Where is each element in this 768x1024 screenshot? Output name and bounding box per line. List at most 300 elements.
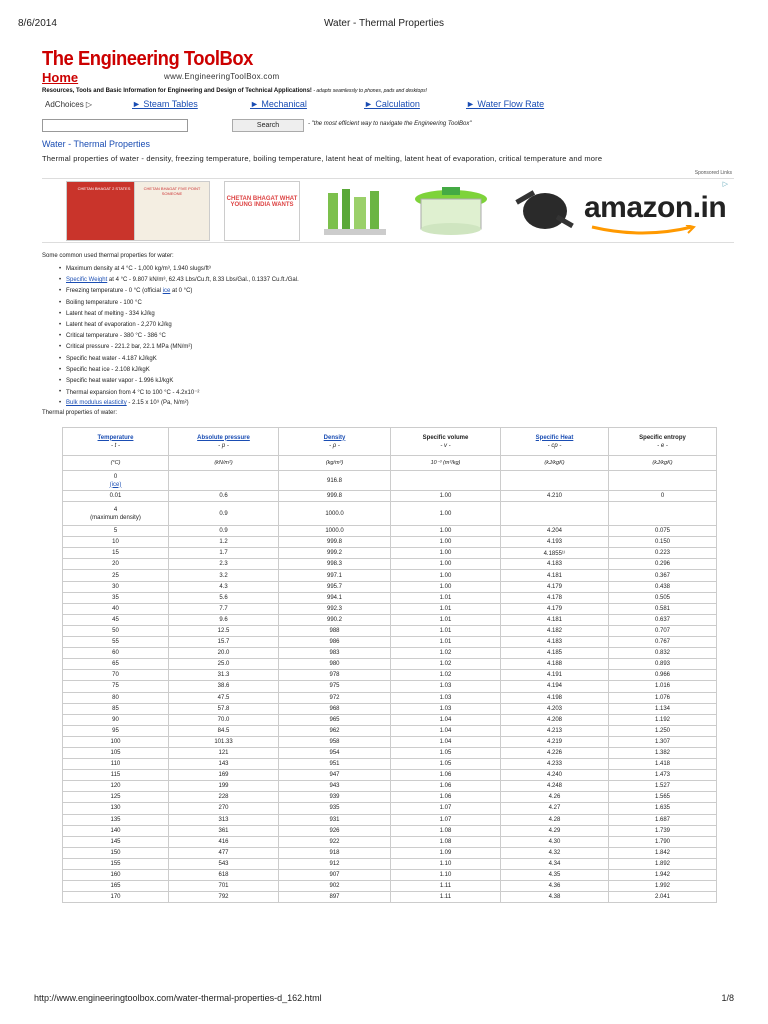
book-cover-image: CHETAN BHAGAT 2 STATES [66,181,142,241]
ad-kitchen-tools[interactable] [318,181,394,241]
table-cell: 1.10 [391,870,501,881]
table-cell: 121 [169,747,279,758]
table-cell: 0.832 [609,648,717,659]
table-units-row [63,456,717,471]
table-cell: 0.223 [609,548,717,559]
table-cell: 5 [63,526,169,537]
table-row [63,637,717,648]
ad-chopper[interactable] [406,181,482,241]
table-cell: 988 [279,625,391,636]
search-button[interactable]: Search [232,119,304,132]
column-header-label[interactable]: Density [323,434,346,441]
intro-text: Some common used thermal properties for water: [42,253,174,259]
table-cell: 4.194 [501,681,609,692]
property-prefix: Freezing temperature - 0 °C (official [66,288,163,295]
column-header [609,428,717,456]
book-cover-image: CHETAN BHAGAT FIVE POINT SOMEONE [134,181,210,241]
table-cell: 31.3 [169,670,279,681]
table-row [63,736,717,747]
table-cell: 130 [63,803,169,814]
table-cell: 4.26 [501,792,609,803]
table-cell: 4.248 [501,781,609,792]
property-text: Critical temperature - 380 °C - 386 °C [66,333,166,340]
column-header-label: Specific entropy [639,434,686,441]
table-cell: 135 [63,814,169,825]
home-link[interactable]: Home [42,70,79,85]
table-cell: 0.581 [609,603,717,614]
table-cell: 978 [279,670,391,681]
ad-sandwich-maker[interactable] [510,181,586,241]
table-row [63,537,717,548]
table-cell: 1.739 [609,825,717,836]
column-header-symbol: - cp - [547,442,562,449]
table-row [63,625,717,636]
table-cell [501,502,609,526]
column-header[interactable] [279,428,391,456]
table-cell: 1.00 [391,537,501,548]
table-row [63,648,717,659]
table-cell: 4.183 [501,637,609,648]
table-cell: 105 [63,747,169,758]
table-cell: 155 [63,858,169,869]
table-cell: 57.8 [169,703,279,714]
column-header-label[interactable]: Absolute pressure [197,434,250,441]
table-cell: 1.00 [391,526,501,537]
table-cell: 1.00 [391,502,501,526]
table-cell: 150 [63,847,169,858]
column-header-label[interactable]: Specific Heat [535,434,574,441]
property-text: Specific heat water - 4.187 kJ/kgK [66,355,157,362]
table-cell: 0.893 [609,659,717,670]
table-cell: 1.01 [391,614,501,625]
table-cell: 55 [63,637,169,648]
table-cell: 1.08 [391,825,501,836]
table-cell: 4.35 [501,870,609,881]
print-date: 8/6/2014 [18,18,57,29]
table-cell: 4.179 [501,581,609,592]
table-cell: 0.767 [609,637,717,648]
table-cell: 0.966 [609,670,717,681]
table-cell: 792 [169,892,279,903]
table-cell: 84.5 [169,725,279,736]
table-cell: 15 [63,548,169,559]
table-cell: 1.473 [609,770,717,781]
table-cell: 986 [279,637,391,648]
table-cell: 100 [63,736,169,747]
table-cell: 0.505 [609,592,717,603]
table-cell: 1.192 [609,714,717,725]
table-cell: 0.367 [609,570,717,581]
table-cell: 1.00 [391,548,501,559]
property-item [66,356,726,367]
column-header[interactable] [63,428,169,456]
table-cell: 939 [279,792,391,803]
table-row [63,759,717,770]
page-description: Thermal properties of water - density, freezing temperature, boiling temperature, latent heat of melting, latent heat of evaporation, critical temperature and more [42,154,603,163]
ad-book-what-young-india-wants[interactable] [224,181,300,241]
table-cell: 0.01 [63,491,169,502]
table-cell: 4.203 [501,703,609,714]
property-item [66,333,726,344]
table-cell: 1.06 [391,792,501,803]
table-cell: 1.01 [391,625,501,636]
table-cell: 958 [279,736,391,747]
table-cell: 1.687 [609,814,717,825]
table-cell: 947 [279,770,391,781]
table-cell: 902 [279,881,391,892]
table-cell: 90 [63,714,169,725]
table-cell: 943 [279,781,391,792]
ad-info-icon[interactable]: ▷ [722,181,728,188]
table-row [63,559,717,570]
table-cell: 199 [169,781,279,792]
table-cell: 45 [63,614,169,625]
table-cell: 1.992 [609,881,717,892]
table-cell: 980 [279,659,391,670]
table-cell: 1.04 [391,714,501,725]
table-row [63,803,717,814]
table-row [63,858,717,869]
property-text: Latent heat of evaporation - 2,270 kJ/kg [66,321,172,328]
table-header-row [63,428,717,456]
page-title[interactable]: Water - Thermal Properties [42,139,151,149]
table-cell: 4.30 [501,836,609,847]
table-cell [391,471,501,491]
column-header[interactable] [501,428,609,456]
property-item [66,288,726,299]
amazon-smile-icon [588,225,698,237]
table-cell: 4.208 [501,714,609,725]
table-cell: 1.09 [391,847,501,858]
unit-cell: (kJ/kgK) [609,456,717,471]
table-cell: 4.181 [501,570,609,581]
kitchen-tools-image [318,181,394,241]
table-cell: 4.240 [501,770,609,781]
column-header-symbol: - e - [657,442,668,449]
table-cell: 1.08 [391,836,501,847]
table-cell: 160 [63,870,169,881]
table-cell: 1.565 [609,792,717,803]
table-cell: 4.181 [501,614,609,625]
table-cell: 1.01 [391,603,501,614]
property-link[interactable]: Bulk modulus elasticity [66,400,127,407]
column-header-label: Specific volume [422,434,469,441]
ice-link[interactable]: (ice) [109,481,122,488]
table-cell: 1.00 [391,570,501,581]
table-cell: 918 [279,847,391,858]
adchoices-link[interactable]: AdChoices ▷ [45,100,93,109]
table-cell: 15.7 [169,637,279,648]
table-cell: 40 [63,603,169,614]
table-row [63,825,717,836]
table-cell: 1000.0 [279,502,391,526]
table-cell: 954 [279,747,391,758]
table-row [63,770,717,781]
table-row [63,603,717,614]
table-cell: 916.8 [279,471,391,491]
table-row [63,847,717,858]
table-cell: 60 [63,648,169,659]
table-cell: 85 [63,703,169,714]
table-cell: 968 [279,703,391,714]
table-cell: 701 [169,881,279,892]
table-cell: 25.0 [169,659,279,670]
table-caption: Thermal properties of water: [42,410,118,416]
table-cell: 35 [63,592,169,603]
table-cell: 1.418 [609,759,717,770]
table-cell [169,471,279,491]
table-row [63,570,717,581]
table-cell: 140 [63,825,169,836]
table-cell: 951 [279,759,391,770]
table-cell: 0.296 [609,559,717,570]
ad-book-five-point-someone[interactable] [134,181,210,241]
table-cell: 25 [63,570,169,581]
table-cell: 0.150 [609,537,717,548]
property-text: Specific heat water vapor - 1.996 kJ/kgK [66,377,174,384]
table-cell: 4.182 [501,625,609,636]
search-input[interactable] [42,119,188,132]
property-text: Specific heat ice - 2.108 kJ/kgK [66,366,150,373]
table-cell: 1.2 [169,537,279,548]
print-url: http://www.engineeringtoolbox.com/water-thermal-properties-d_162.html [34,993,322,1003]
table-cell: 20 [63,559,169,570]
table-cell: 4.233 [501,759,609,770]
table-cell: 0.6 [169,491,279,502]
table-cell: 1.07 [391,803,501,814]
table-cell: 7.7 [169,603,279,614]
table-cell: 65 [63,659,169,670]
table-cell [63,471,169,491]
property-item [66,400,726,411]
property-text: Maximum density at 4 °C - 1,000 kg/m³, 1.940 slugs/ft³ [66,266,211,272]
table-cell: 975 [279,681,391,692]
property-text: at 0 °C) [170,288,193,295]
table-cell: 4.210 [501,491,609,502]
table-row [63,548,717,559]
table-cell: 2.3 [169,559,279,570]
table-cell: 1.02 [391,670,501,681]
property-item [66,266,726,277]
table-cell: 0.9 [169,526,279,537]
top-nav [42,99,742,113]
table-cell: 20.0 [169,648,279,659]
table-row [63,681,717,692]
table-cell: 935 [279,803,391,814]
table-row [63,725,717,736]
table-cell: 922 [279,836,391,847]
table-cell: 1.06 [391,770,501,781]
table-row [63,870,717,881]
sponsored-label: Sponsored Links [694,170,732,176]
table-row [63,892,717,903]
property-text: Critical pressure - 221.2 bar, 22.1 MPa (MN/m²) [66,344,193,351]
nav-mechanical[interactable]: ► Mechanical [250,99,307,109]
property-text: Latent heat of melting - 334 kJ/kg [66,310,155,317]
table-cell: 5.6 [169,592,279,603]
table-row [63,692,717,703]
table-cell: 1000.0 [279,526,391,537]
table-cell: 997.1 [279,570,391,581]
table-cell: 4.185 [501,648,609,659]
table-cell: 1.7 [169,548,279,559]
table-cell: 145 [63,836,169,847]
table-cell: 416 [169,836,279,847]
table-row [63,471,717,491]
table-cell: 4.34 [501,858,609,869]
table-row [63,714,717,725]
table-row [63,614,717,625]
site-tagline [42,88,742,94]
table-cell [609,502,717,526]
nav-water-flow-rate[interactable]: ► Water Flow Rate [466,99,545,109]
table-cell: 965 [279,714,391,725]
property-item [66,311,726,322]
table-cell: 4.178 [501,592,609,603]
table-row [63,814,717,825]
amazon-logo: amazon.in [584,191,727,224]
table-cell: 30 [63,581,169,592]
nav-steam-tables[interactable]: ► Steam Tables [132,99,198,109]
table-cell: 897 [279,892,391,903]
table-row [63,659,717,670]
table-row [63,526,717,537]
table-cell: 4.204 [501,526,609,537]
table-cell: 1.250 [609,725,717,736]
table-cell: 70.0 [169,714,279,725]
property-item [66,367,726,378]
table-cell: 50 [63,625,169,636]
table-cell: 1.11 [391,892,501,903]
table-cell: 1.04 [391,736,501,747]
table-cell: 270 [169,803,279,814]
table-cell: 75 [63,681,169,692]
column-header-label[interactable]: Temperature [97,434,134,441]
property-link[interactable]: Specific Weight [66,277,108,284]
table-row [63,491,717,502]
table-cell: 926 [279,825,391,836]
table-cell: 1.02 [391,659,501,670]
table-cell: 999.8 [279,537,391,548]
property-item [66,277,726,288]
logo-text: The Engineering ToolBox [42,48,253,70]
table-cell: 998.3 [279,559,391,570]
table-cell: 115 [63,770,169,781]
table-cell: 12.5 [169,625,279,636]
table-cell: 1.03 [391,681,501,692]
properties-list [66,266,726,411]
property-link[interactable]: ice [162,288,171,295]
temperature-value: 0 [113,473,118,480]
table-row [63,881,717,892]
ad-banner[interactable] [42,178,734,243]
table-cell: 912 [279,858,391,869]
column-header-symbol: - p - [218,442,229,449]
table-cell: 4.193 [501,537,609,548]
table-cell: 4.38 [501,892,609,903]
table-cell: 170 [63,892,169,903]
column-header [391,428,501,456]
table-cell: 1.00 [391,581,501,592]
table-cell: 0.075 [609,526,717,537]
table-cell: 10 [63,537,169,548]
table-cell: 4.3 [169,581,279,592]
thermal-properties-table [62,427,717,903]
table-cell: 2.041 [609,892,717,903]
table-cell: 361 [169,825,279,836]
chopper-image [406,181,496,241]
search-bar [42,119,742,133]
unit-cell: 10⁻³ (m³/kg) [391,456,501,471]
table-cell: 1.016 [609,681,717,692]
column-header-symbol: - t - [111,442,120,449]
table-cell: 1.842 [609,847,717,858]
table-cell: 0.438 [609,581,717,592]
table-cell: 4.219 [501,736,609,747]
table-cell: 1.02 [391,648,501,659]
print-page-number: 1/8 [721,993,734,1003]
table-row [63,781,717,792]
table-cell: 1.10 [391,858,501,869]
table-cell: 0.707 [609,625,717,636]
table-cell [63,502,169,526]
table-cell: 47.5 [169,692,279,703]
table-cell: 4.226 [501,747,609,758]
column-header-symbol: - v - [440,442,451,449]
unit-cell: (°C) [63,456,169,471]
ad-book-2-states[interactable] [66,181,142,241]
table-cell: 1.05 [391,759,501,770]
table-cell: 931 [279,814,391,825]
table-cell: 3.2 [169,570,279,581]
column-header-symbol: - ρ - [329,442,340,449]
temperature-value: 4 [113,506,118,513]
table-cell: 110 [63,759,169,770]
amazon-ad[interactable] [580,179,730,243]
table-cell: 962 [279,725,391,736]
unit-cell: (kN/m²) [169,456,279,471]
table-cell: 228 [169,792,279,803]
property-text: - 2.15 x 10⁹ (Pa, N/m²) [126,400,189,407]
property-item [66,389,726,400]
table-cell: 907 [279,870,391,881]
table-cell: 169 [169,770,279,781]
table-cell: 4.27 [501,803,609,814]
table-row [63,592,717,603]
unit-cell: (kg/m³) [279,456,391,471]
column-header[interactable] [169,428,279,456]
table-cell: 143 [169,759,279,770]
table-cell: 990.2 [279,614,391,625]
table-cell: 999.2 [279,548,391,559]
table-cell: 80 [63,692,169,703]
property-text: Boiling temperature - 100 °C [66,299,142,306]
table-cell: 1.382 [609,747,717,758]
table-cell: 618 [169,870,279,881]
site-logo[interactable] [42,48,280,90]
table-cell: 1.03 [391,703,501,714]
table-cell: 1.892 [609,858,717,869]
nav-calculation[interactable]: ► Calculation [364,99,420,109]
print-title: Water - Thermal Properties [323,18,445,29]
table-cell: 313 [169,814,279,825]
table-cell: 1.942 [609,870,717,881]
table-cell: 4.191 [501,670,609,681]
table-cell: 4.28 [501,814,609,825]
table-cell: 1.05 [391,747,501,758]
table-cell: 1.07 [391,814,501,825]
table-cell: 1.076 [609,692,717,703]
